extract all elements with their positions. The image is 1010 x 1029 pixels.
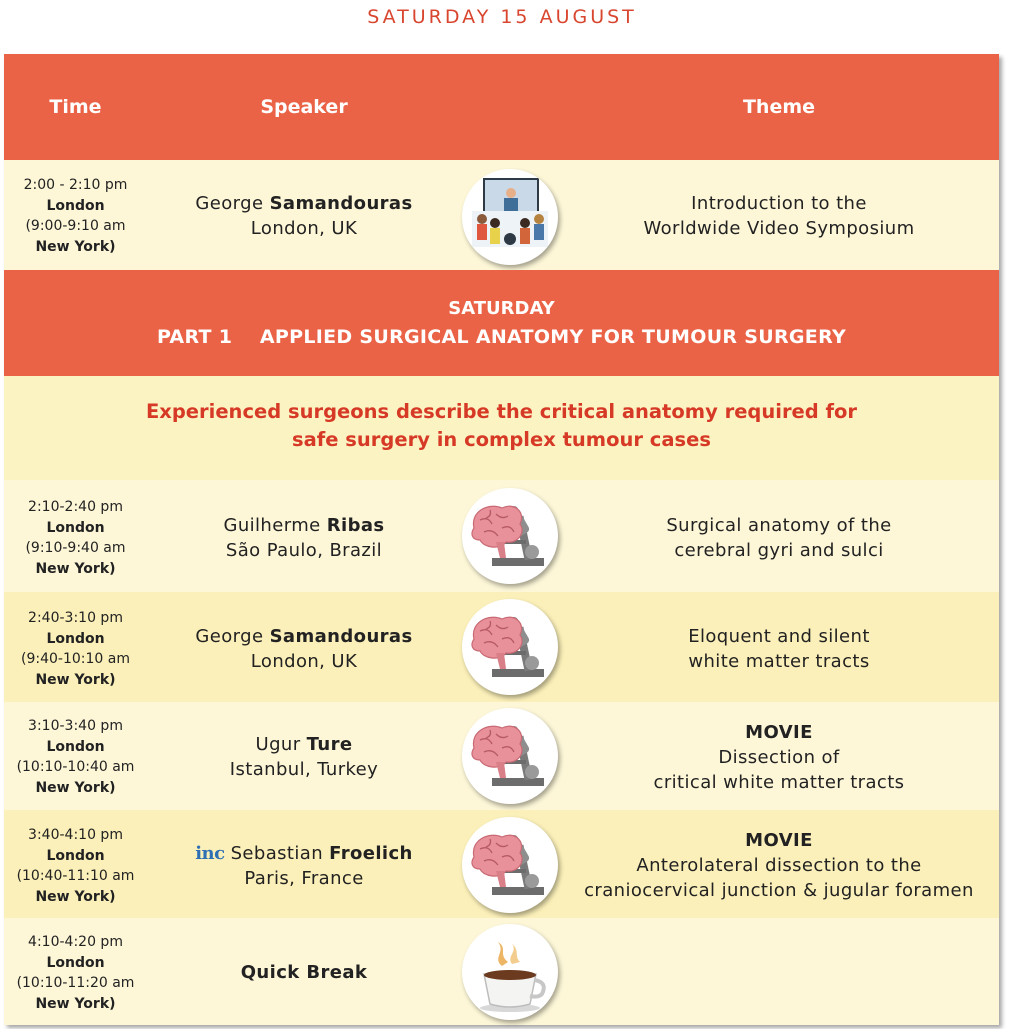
brain-microscope-icon: [462, 488, 558, 584]
part-header: [4, 270, 999, 376]
header-theme: Theme: [742, 96, 816, 118]
intro-line-1: Experienced surgeons describe the critical anatomy required for: [145, 400, 858, 423]
coffee-cup-icon: [462, 924, 558, 1020]
session-time: 2:10-2:40 pm London (9:10-9:40 am New York): [25, 499, 126, 577]
brain-microscope-icon: [462, 708, 558, 804]
table-row: [4, 592, 999, 702]
table-row: [4, 702, 999, 810]
part-intro: [4, 376, 999, 480]
session-theme: Eloquent and silent white matter tracts: [688, 626, 870, 672]
session-time: 2:00 - 2:10 pm London (9:00-9:10 am New York): [23, 177, 128, 255]
session-speaker: George Samandouras London, UK: [195, 193, 413, 239]
part-day: SATURDAY: [448, 298, 555, 319]
session-time: 3:10-3:40 pm London (10:10-10:40 am New York): [16, 718, 135, 796]
header-time: Time: [49, 96, 102, 118]
inc-logo: inc: [195, 843, 225, 864]
session-speaker: inc Sebastian Froelich Paris, France: [195, 843, 413, 889]
intro-line-2: safe surgery in complex tumour cases: [292, 428, 711, 451]
presentation-audience-icon: [462, 169, 558, 265]
brain-microscope-icon: [462, 599, 558, 695]
session-theme: MOVIE Dissection of critical white matter tracts: [653, 722, 905, 793]
session-time: 3:40-4:10 pm London (10:40-11:10 am New York): [16, 827, 135, 905]
session-theme: Introduction to the Worldwide Video Symposium: [643, 193, 915, 239]
break-label: Quick Break: [240, 962, 368, 983]
session-speaker: Guilherme Ribas São Paulo, Brazil: [223, 515, 385, 561]
session-speaker: George Samandouras London, UK: [195, 626, 413, 672]
session-speaker: Ugur Ture Istanbul, Turkey: [229, 734, 379, 780]
session-theme: Surgical anatomy of the cerebral gyri and sulci: [666, 515, 892, 561]
session-time: 4:10-4:20 pm London (10:10-11:20 am New York): [16, 934, 135, 1012]
table-row: [4, 480, 999, 592]
day-title: SATURDAY 15 AUGUST: [367, 6, 637, 28]
brain-microscope-icon: [462, 817, 558, 913]
table-row: [4, 810, 999, 918]
table-header: [4, 54, 999, 160]
schedule-table: [4, 54, 999, 1025]
session-theme: MOVIE Anterolateral dissection to the craniocervical junction & jugular foramen: [584, 830, 974, 901]
table-row: [4, 918, 999, 1025]
header-speaker: Speaker: [260, 96, 348, 118]
session-time: 2:40-3:10 pm London (9:40-10:10 am New York): [21, 610, 130, 688]
part-title: PART 1 APPLIED SURGICAL ANATOMY FOR TUMOUR SURGERY: [156, 326, 847, 348]
table-row: [4, 160, 999, 270]
